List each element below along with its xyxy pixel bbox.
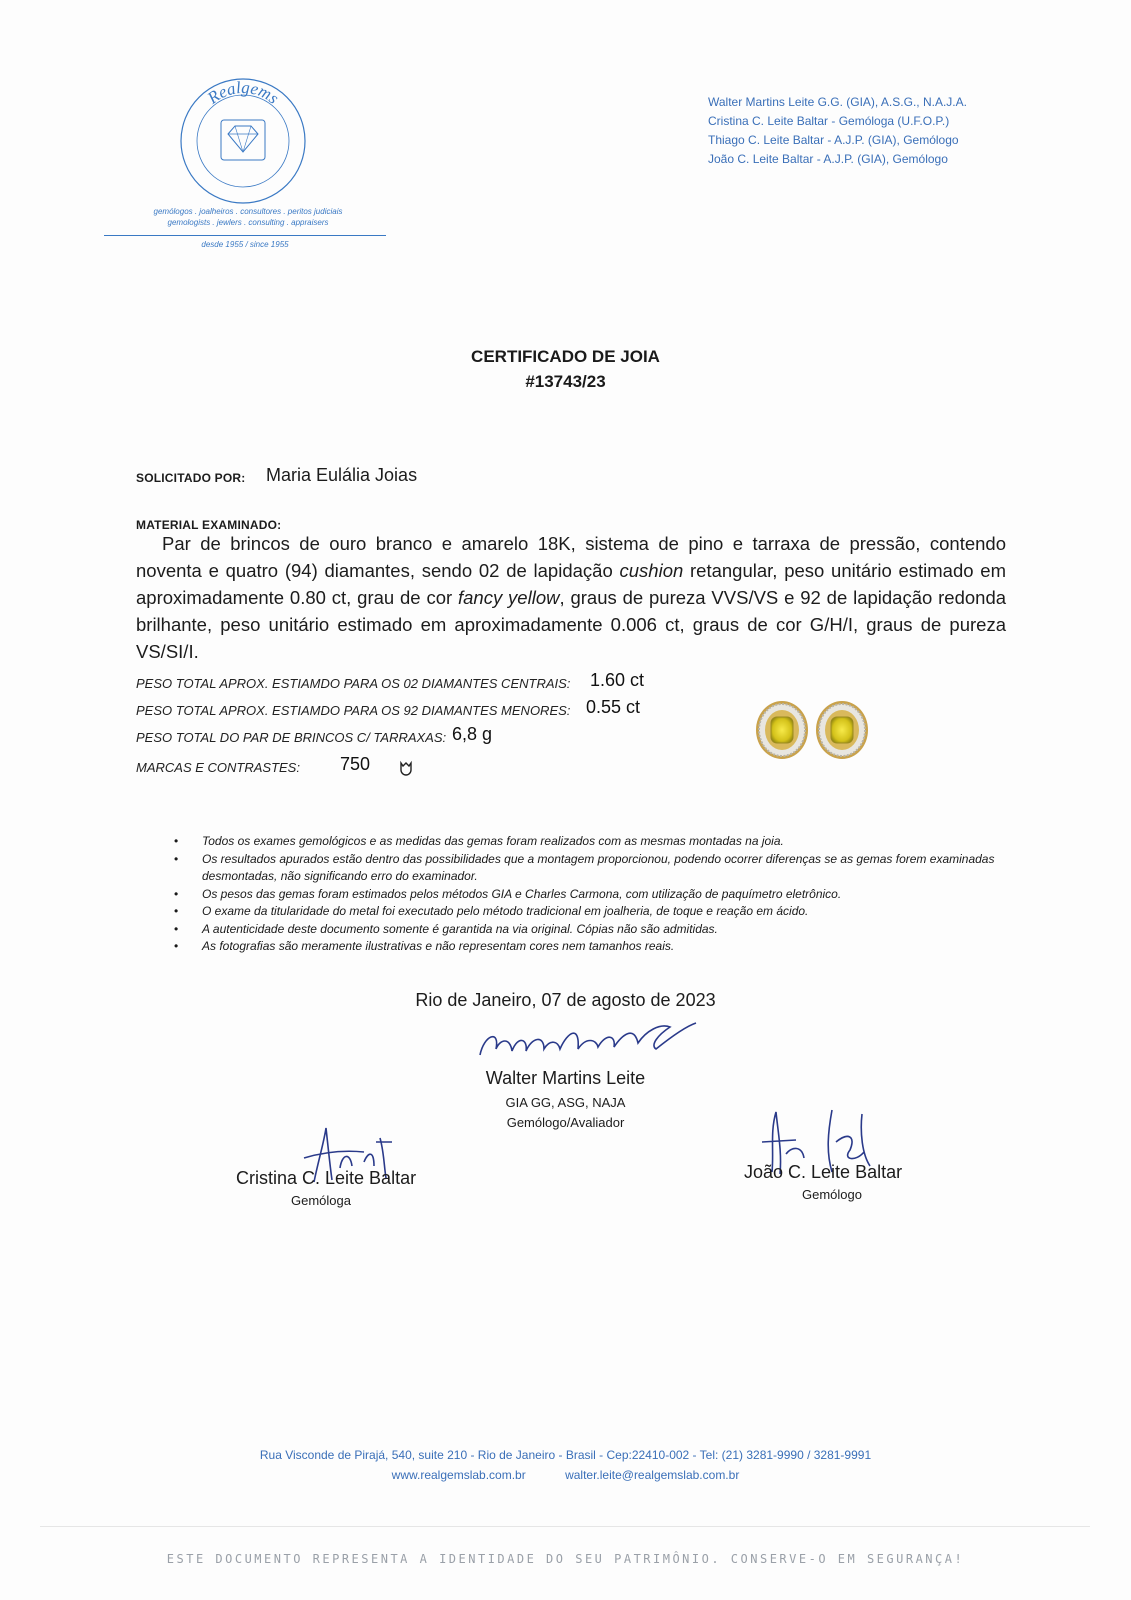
email-link[interactable]: walter.leite@realgemslab.com.br xyxy=(565,1468,740,1482)
staff-list xyxy=(708,93,967,169)
place-date: Rio de Janeiro, 07 de agosto de 2023 xyxy=(415,990,716,1010)
note-item: • O exame da titularidade do metal foi executado pelo método tradicional em joalheria, de toque e reação em ácido. xyxy=(170,903,1020,921)
spec-value-total-weight: 6,8 g xyxy=(452,724,493,744)
signatory-main-role: Gemólogo/Avaliador xyxy=(506,1115,625,1130)
staff-line: João C. Leite Baltar - A.J.P. (GIA), Gemólogo xyxy=(708,152,948,166)
material-text-part: , graus de pureza VVS/VS e 92 de lapidação redonda brilhante, peso unitário estimado em aproximadamente 0.006 ct, graus de cor G/H/I, graus de pureza VS/SI/I. xyxy=(136,587,1007,662)
staff-line: Thiago C. Leite Baltar - A.J.P. (GIA), Gemólogo xyxy=(708,133,959,147)
signatory-right-name: João C. Leite Baltar xyxy=(744,1162,903,1182)
spec-label-small-weight: PESO TOTAL APROX. ESTIAMDO PARA OS 92 DIAMANTES MENORES: xyxy=(136,703,571,718)
footer-notice: ESTE DOCUMENTO REPRESENTA A IDENTIDADE DO SEU PATRIMÔNIO. CONSERVE-O EM SEGURANÇA! xyxy=(166,1552,965,1566)
material-color: fancy yellow xyxy=(458,587,560,608)
signatory-left-name: Cristina C. Leite Baltar xyxy=(236,1168,417,1188)
certificate-title: CERTIFICADO DE JOIA xyxy=(471,347,660,366)
material-label: MATERIAL EXAMINADO: xyxy=(136,518,282,532)
spec-label-central-weight: PESO TOTAL APROX. ESTIAMDO PARA OS 02 DIAMANTES CENTRAIS: xyxy=(136,676,571,691)
material-description xyxy=(136,530,1006,665)
note-item: • Os pesos das gemas foram estimados pelos métodos GIA e Charles Carmona, com utilização de paquímetro eletrônico. xyxy=(170,886,1020,904)
requested-label: SOLICITADO POR: xyxy=(136,471,246,485)
note-item: • Os resultados apurados estão dentro das possibilidades que a montagem proporcionou, podendo ocorrer diferenças se as gemas forem examinadas desmontadas, não significando erro do examinador. xyxy=(170,851,1020,886)
footer-divider xyxy=(40,1526,1090,1527)
material-cut: cushion xyxy=(619,560,684,581)
logo-since: desde 1955 / since 1955 xyxy=(201,240,289,249)
hallmark-icon xyxy=(398,760,414,776)
spec-value-central-weight: 1.60 ct xyxy=(590,670,645,690)
contact-links xyxy=(0,1468,1131,1482)
note-item: • As fotografias são meramente ilustrativas e não representam cores nem tamanhos reais. xyxy=(170,938,1020,956)
staff-line: Walter Martins Leite G.G. (GIA), A.S.G., N.A.J.A. xyxy=(708,95,967,109)
requested-value: Maria Eulália Joias xyxy=(266,465,418,485)
spec-value-hallmarks: 750 xyxy=(340,754,371,774)
logo-tagline-en: gemologists . jewlers . consulting . appraisers xyxy=(167,218,329,227)
logo-tagline-pt: gemólogos . joalheiros . consultores . peritos judiciais xyxy=(153,207,343,216)
earrings-photo xyxy=(752,698,872,762)
signatory-main-credentials: GIA GG, ASG, NAJA xyxy=(505,1095,626,1110)
signatory-left-role: Gemóloga xyxy=(291,1193,351,1208)
signature-walter xyxy=(470,1015,710,1065)
material-text-part: retangular, peso unitário estimado em aproximadamente 0.80 ct, grau de cor xyxy=(136,560,1006,608)
svg-text:Realgems: Realgems xyxy=(203,77,283,108)
note-item: • Todos os exames gemológicos e as medidas das gemas foram realizados com as mesmas montadas na joia. xyxy=(170,833,1020,851)
note-item: • A autenticidade deste documento somente é garantida na via original. Cópias não são admitidas. xyxy=(170,921,1020,939)
signatory-right-role: Gemólogo xyxy=(802,1187,862,1202)
contact-address: Rua Visconde de Pirajá, 540, suite 210 - Rio de Janeiro - Brasil - Cep:22410-002 - Tel: (21) 3281-9990 / 3281-9991 xyxy=(259,1448,872,1462)
spec-value-small-weight: 0.55 ct xyxy=(586,697,641,717)
spec-label-total-weight: PESO TOTAL DO PAR DE BRINCOS C/ TARRAXAS: xyxy=(136,730,447,745)
material-text-part: Par de brincos de ouro branco e amarelo 18K, sistema de pino e tarraxa de pressão, contendo noventa e quatro (94) diamantes, sendo 02 de lapidação xyxy=(136,533,1006,581)
signatory-main-name: Walter Martins Leite xyxy=(485,1068,646,1088)
website-link[interactable]: www.realgemslab.com.br xyxy=(391,1468,526,1482)
realgems-logo xyxy=(178,76,308,206)
earring-right xyxy=(816,701,868,759)
staff-line: Cristina C. Leite Baltar - Gemóloga (U.F.O.P.) xyxy=(708,114,950,128)
certificate-number: #13743/23 xyxy=(525,372,606,391)
spec-label-hallmarks: MARCAS E CONTRASTES: xyxy=(136,760,300,775)
logo-divider xyxy=(104,235,386,236)
notes-list xyxy=(170,833,1020,956)
earring-left xyxy=(756,701,808,759)
